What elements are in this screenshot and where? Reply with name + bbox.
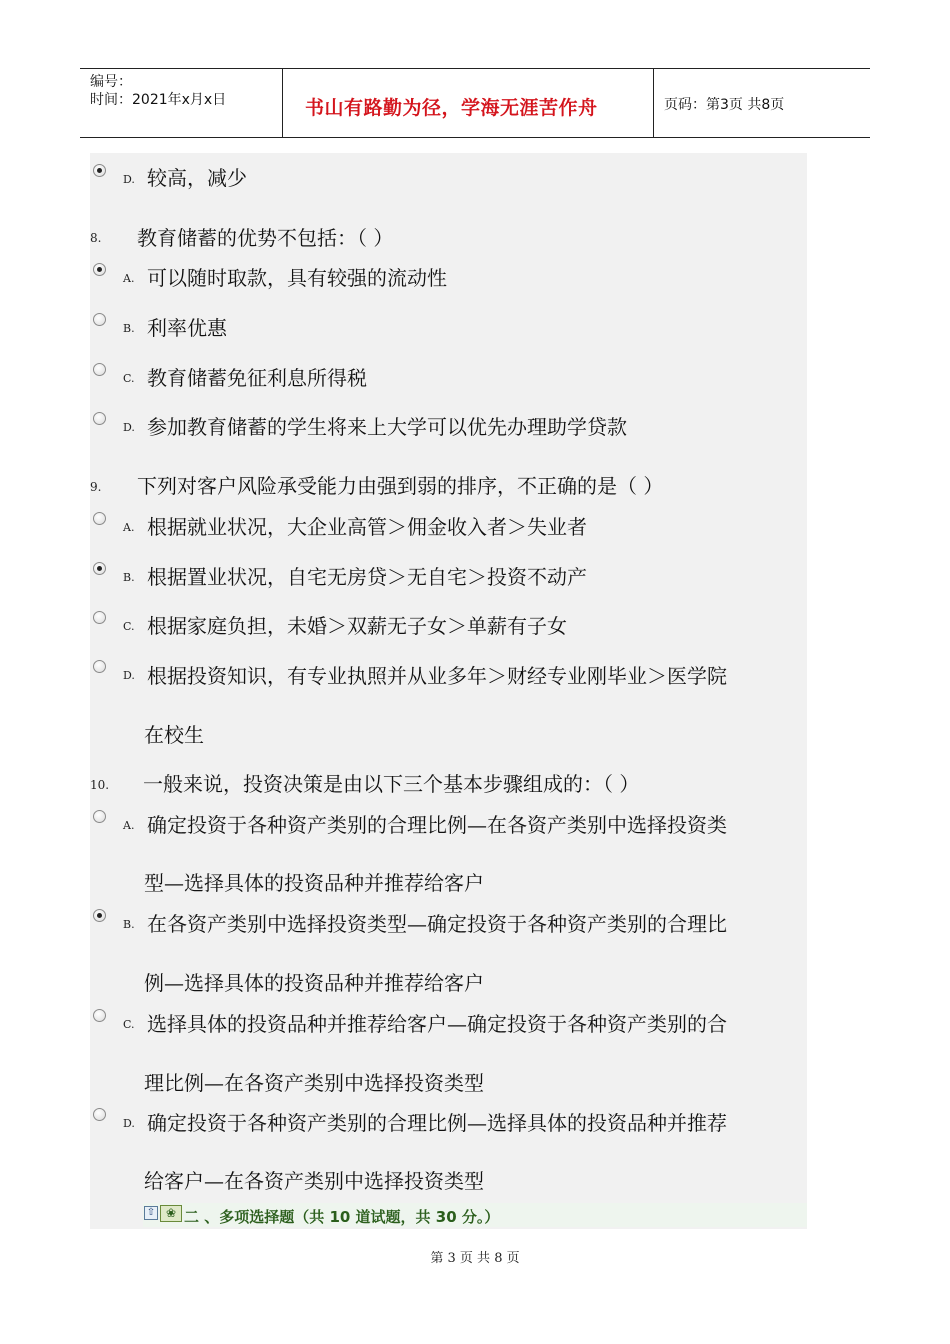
- option-text: 根据投资知识，有专业执照并从业多年＞财经专业刚毕业＞医学院: [147, 664, 727, 688]
- option-text: 在各资产类别中选择投资类型—确定投资于各种资产类别的合理比: [147, 912, 727, 936]
- option-letter: D.: [123, 669, 135, 682]
- radio-q9-c[interactable]: [93, 611, 106, 624]
- page-info: 页码：第3页 共8页: [664, 97, 785, 113]
- radio-q8-c[interactable]: [93, 363, 106, 376]
- section-title: 二 、多项选择题（共 10 道试题，共 30 分。）: [184, 1208, 500, 1226]
- option-text: 参加教育储蓄的学生将来上大学可以优先办理助学贷款: [147, 415, 627, 439]
- option-letter: A.: [123, 272, 135, 285]
- option-text: 根据置业状况，自宅无房贷＞无自宅＞投资不动产: [147, 565, 587, 589]
- radio-q10-c[interactable]: [93, 1009, 106, 1022]
- question-text: 一般来说，投资决策是由以下三个基本步骤组成的：（ ）: [143, 772, 640, 796]
- option-text: 根据就业状况，大企业高管＞佣金收入者＞失业者: [147, 515, 587, 539]
- option-text-continued: 给客户—在各资产类别中选择投资类型: [144, 1169, 484, 1193]
- motto: 书山有路勤为径，学海无涯苦作舟: [305, 97, 598, 119]
- option-text: 可以随时取款，具有较强的流动性: [147, 266, 447, 290]
- header-meta: [80, 69, 283, 137]
- option-text: 确定投资于各种资产类别的合理比例—在各资产类别中选择投资类: [147, 813, 727, 837]
- option-letter: B.: [123, 571, 135, 584]
- page-header: [80, 68, 870, 138]
- radio-q8-a[interactable]: [93, 263, 106, 276]
- option-letter: B.: [123, 918, 135, 931]
- option-letter: D.: [123, 1117, 135, 1130]
- option-text-continued: 理比例—在各资产类别中选择投资类型: [144, 1071, 484, 1095]
- double-chevron-up-icon[interactable]: ⇧: [144, 1206, 158, 1220]
- option-letter: C.: [123, 372, 135, 385]
- option-letter: C.: [123, 620, 135, 633]
- leaf-icon: ❀: [160, 1205, 182, 1222]
- serial-label: 编号：: [90, 74, 132, 90]
- radio-q10-b[interactable]: [93, 909, 106, 922]
- radio-q10-a[interactable]: [93, 810, 106, 823]
- radio-q8-b[interactable]: [93, 313, 106, 326]
- question-number: 9.: [90, 480, 102, 494]
- option-text-continued: 在校生: [144, 723, 204, 747]
- page-footer: 第 3 页 共 8 页: [430, 1251, 520, 1266]
- option-letter: D.: [123, 173, 135, 186]
- option-text: 教育储蓄免征利息所得税: [147, 366, 367, 390]
- option-letter: C.: [123, 1018, 135, 1031]
- radio-q8-d[interactable]: [93, 412, 106, 425]
- header-page-cell: [654, 69, 870, 137]
- option-letter: D.: [123, 421, 135, 434]
- option-text-continued: 例—选择具体的投资品种并推荐给客户: [144, 971, 484, 995]
- radio-q10-d[interactable]: [93, 1108, 106, 1121]
- option-letter: A.: [123, 819, 135, 832]
- question-text: 教育储蓄的优势不包括：（ ）: [137, 226, 394, 250]
- question-number: 8.: [90, 231, 102, 245]
- header-motto-cell: [283, 69, 654, 137]
- radio-prev-d[interactable]: [93, 164, 106, 177]
- option-text-continued: 型—选择具体的投资品种并推荐给客户: [144, 871, 484, 895]
- radio-q9-a[interactable]: [93, 512, 106, 525]
- option-text: 较高，减少: [147, 166, 247, 190]
- question-number: 10.: [90, 778, 110, 792]
- radio-q9-d[interactable]: [93, 660, 106, 673]
- option-text: 利率优惠: [147, 316, 227, 340]
- option-text: 确定投资于各种资产类别的合理比例—选择具体的投资品种并推荐: [147, 1111, 727, 1135]
- date-label: 时间：2021年x月x日: [90, 92, 227, 108]
- option-letter: A.: [123, 521, 135, 534]
- option-text: 选择具体的投资品种并推荐给客户—确定投资于各种资产类别的合: [147, 1012, 727, 1036]
- radio-q9-b[interactable]: [93, 562, 106, 575]
- option-text: 根据家庭负担，未婚＞双薪无子女＞单薪有子女: [147, 614, 567, 638]
- option-letter: B.: [123, 322, 135, 335]
- question-text: 下列对客户风险承受能力由强到弱的排序，不正确的是（ ）: [137, 474, 664, 498]
